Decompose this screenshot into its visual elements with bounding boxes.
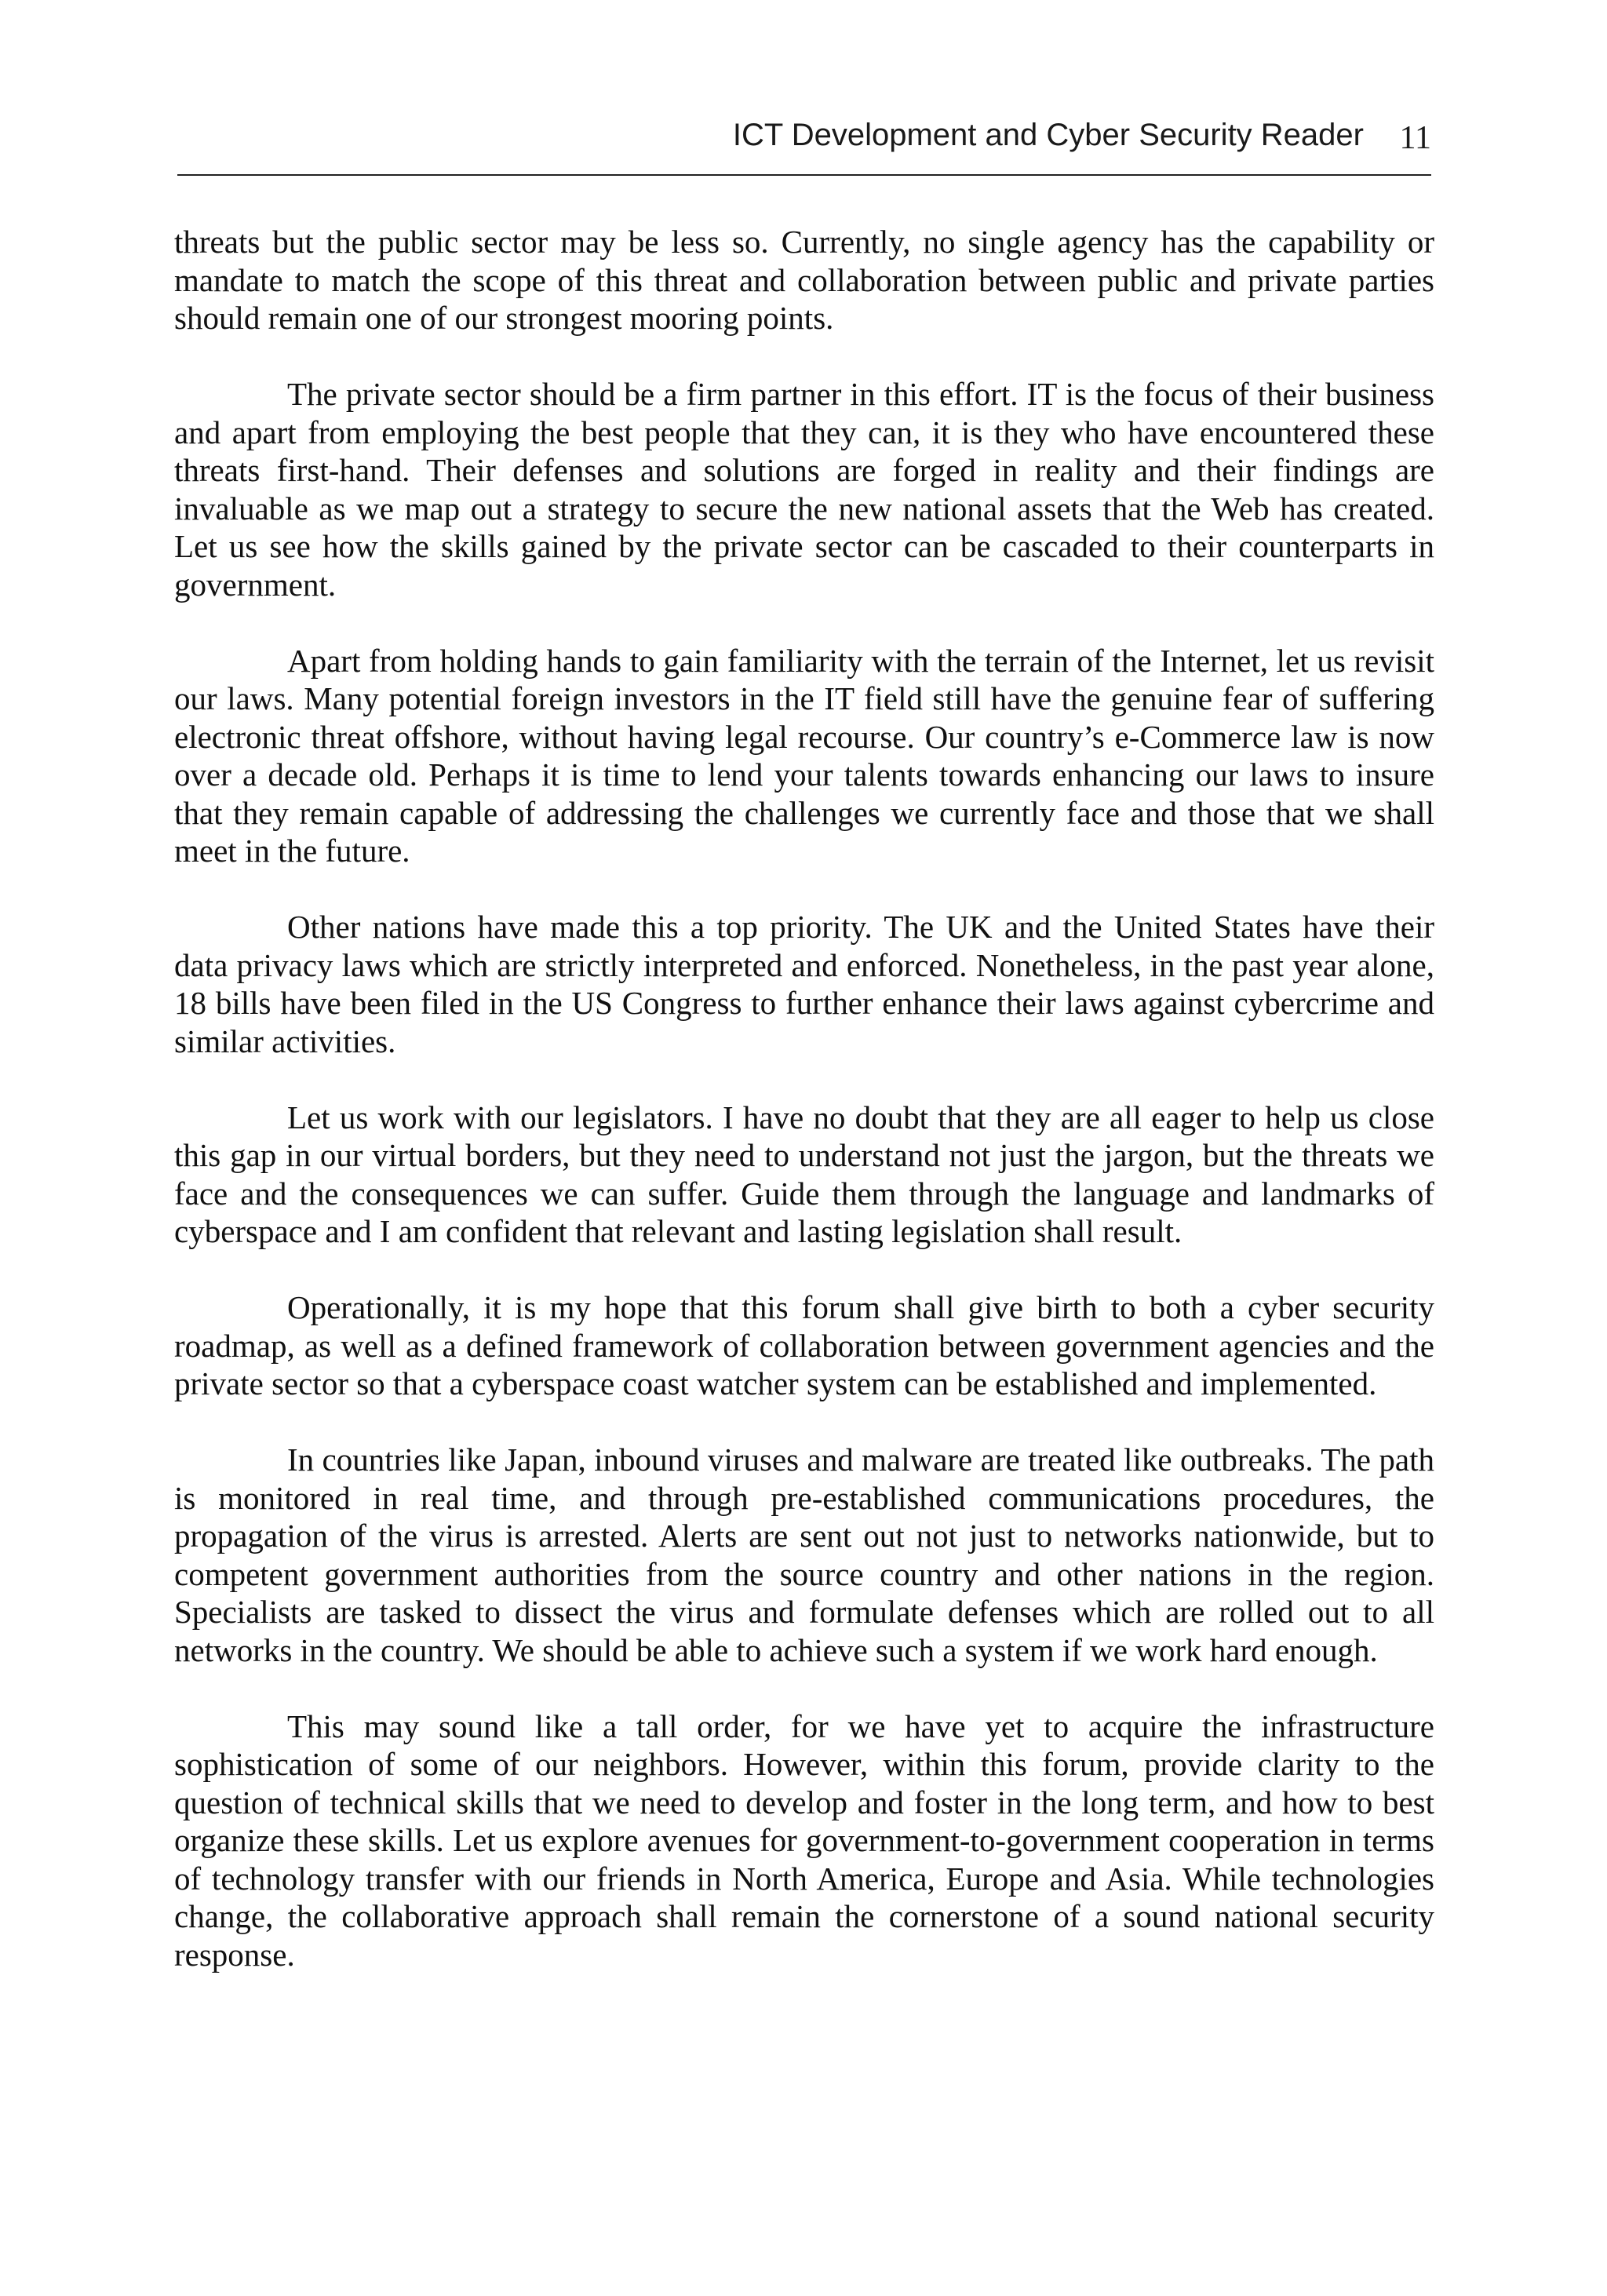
paragraph: The private sector should be a firm partner in this effort. IT is the focus of their business and apart from employing the best people that they can, it is they who have encountered these threats first-hand. Their defenses and solutions are forged in reality and their findings are invaluable as we map out a strategy to secure the new national assets that the Web has created. Let us see how the skills gained by the private sector can be cascaded to their counterparts in government. <box>174 376 1434 603</box>
paragraph: In countries like Japan, inbound viruses and malware are treated like outbreaks. The path is monitored in real time, and through pre-established communications procedures, the propagation of the virus is arrested. Alerts are sent out not just to networks nationwide, but to competent government authorities from the source country and other nations in the region. Specialists are tasked to dissect the virus and formulate defenses which are rolled out to all networks in the country. We should be able to achieve such a system if we work hard enough. <box>174 1441 1434 1668</box>
paragraph: Other nations have made this a top priority. The UK and the United States have their data privacy laws which are strictly interpreted and enforced. Nonetheless, in the past year alone, 18 bills have been filed in the US Congress to further enhance their laws against cybercrime and similar activities. <box>174 909 1434 1059</box>
paragraph: This may sound like a tall order, for we have yet to acquire the infrastructure sophistication of some of our neighbors. However, within this forum, provide clarity to the question of technical skills that we need to develop and foster in the long term, and how to best organize these skills. Let us explore avenues for government-to-government cooperation in terms of technology transfer with our friends in North America, Europe and Asia. While technologies change, the collaborative approach shall remain the cornerstone of a sound national security response. <box>174 1707 1434 1973</box>
paragraph: Let us work with our legislators. I have no doubt that they are all eager to help us close this gap in our virtual borders, but they need to understand not just the jargon, but the threats we face and the consequences we can suffer. Guide them through the language and landmarks of cyberspace and I am confident that relevant and lasting legislation shall result. <box>174 1099 1434 1249</box>
paragraph-continuation: threats but the public sector may be less so. Currently, no single agency has the capability or mandate to match the scope of this threat and collaboration between public and private parties should remain one of our strongest mooring points. <box>174 224 1434 336</box>
body-text <box>174 223 1434 2012</box>
paragraph: Apart from holding hands to gain familiarity with the terrain of the Internet, let us revisit our laws. Many potential foreign investors in the IT field still have the genuine fear of suffering electronic threat offshore, without having legal recourse. Our country’s e-Commerce law is now over a decade old. Perhaps it is time to lend your talents towards enhancing our laws to insure that they remain capable of addressing the challenges we currently face and those that we shall meet in the future. <box>174 642 1434 869</box>
paragraph: Operationally, it is my hope that this forum shall give birth to both a cyber security roadmap, as well as a defined framework of collaboration between government agencies and the private sector so that a cyberspace coast watcher system can be established and implemented. <box>174 1289 1434 1401</box>
header-title: ICT Development and Cyber Security Reader <box>732 118 1364 152</box>
page-number: 11 <box>1399 120 1431 156</box>
running-header <box>177 110 1431 176</box>
